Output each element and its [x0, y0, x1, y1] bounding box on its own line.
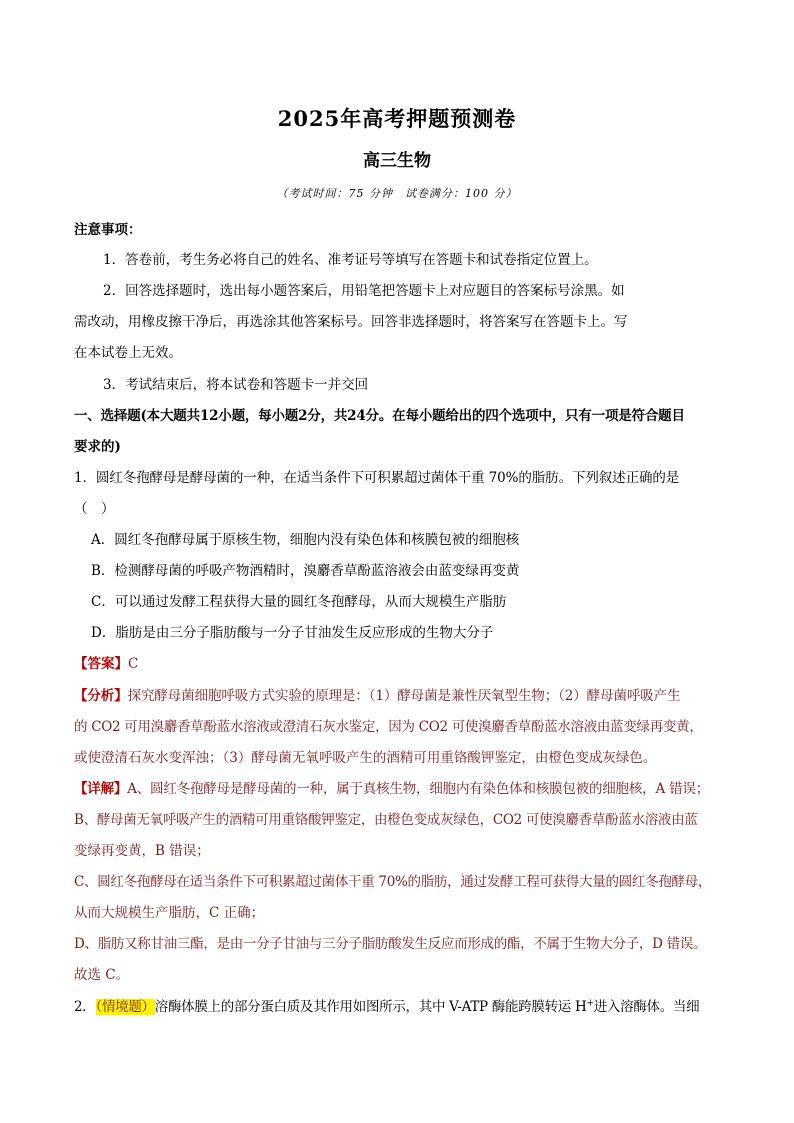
detail-line-2: B、酵母菌无氧呼吸产生的酒精可用重铬酸钾鉴定，由橙色变成灰绿色，CO2 可使溴麝香草酚蓝水溶液由蓝: [74, 812, 698, 828]
section-heading-line-2: 要求的): [74, 439, 121, 455]
question-2-text-cont: 进入溶酶体。当细: [593, 999, 700, 1015]
question-2-text: 溶酶体膜上的部分蛋白质及其作用如图所示，其中 V-ATP 酶能跨膜转运 H: [154, 999, 587, 1015]
question-1-option-b: B．检测酵母菌的呼吸产物酒精时，溴麝香草酚蓝溶液会由蓝变绿再变黄: [91, 563, 520, 579]
detail-line-6: D、脂肪又称甘油三酯，是由一分子甘油与三分子脂肪酸发生反应而形成的酯，不属于生物大分子，D 错误。: [74, 936, 707, 952]
notes-heading: 注意事项：: [74, 222, 142, 238]
answer-line: [74, 652, 138, 672]
detail-line-1: [74, 777, 709, 797]
analysis-line-2: 的 CO2 可用溴麝香草酚蓝水溶液或澄清石灰水鉴定，因为 CO2 可使溴麝香草酚蓝水溶液由蓝变绿再变黄，: [74, 719, 703, 735]
question-2-superscript: +: [586, 998, 594, 1009]
note-item-3: 3．考试结束后，将本试卷和答题卡一并交回: [103, 377, 369, 393]
detail-tag: 【详解】: [74, 781, 128, 797]
detail-line-5: 从而大规模生产脂肪，C 正确；: [74, 905, 265, 921]
note-item-2-line-1: 2．回答选择题时，选出每小题答案后，用铅笔把答题卡上对应题目的答案标号涂黑。如: [103, 283, 625, 299]
analysis-text-1: 探究酵母菌细胞呼吸方式实验的原理是：（1）酵母菌是兼性厌氧型生物；（2）酵母菌呼吸产生: [127, 688, 681, 704]
detail-line-4: C、圆红冬孢酵母在适当条件下可积累超过菌体干重 70%的脂肪，通过发酵工程可获得大量的圆红冬孢酵母，: [74, 874, 712, 890]
question-1-stem-line-2: （ ）: [74, 501, 115, 517]
detail-line-7: 故选 C。: [74, 967, 130, 983]
answer-tag: 【答案】: [74, 656, 128, 672]
analysis-line-3: 或使澄清石灰水变浑浊；（3）酵母菌无氧呼吸产生的酒精可用重铬酸钾鉴定，由橙色变成灰绿色。: [74, 750, 657, 766]
question-2-stem-line-1: [74, 995, 699, 1015]
section-heading-line-1: 一、选择题(本大题共12小题，每小题2分，共24分。在每小题给出的四个选项中，只有一项是符合题目: [74, 408, 685, 424]
answer-value: C: [128, 656, 139, 672]
note-item-2-line-2: 需改动，用橡皮擦干净后，再选涂其他答案标号。回答非选择题时，将答案写在答题卡上。写: [74, 314, 628, 330]
page-title: 2025年高考押题预测卷: [277, 106, 517, 131]
question-1-option-d: D．脂肪是由三分子脂肪酸与一分子甘油发生反应形成的生物大分子: [91, 625, 494, 641]
detail-text-1: A、圆红冬孢酵母是酵母菌的一种，属于真核生物，细胞内有染色体和核膜包被的细胞核，A 错误；: [127, 781, 709, 797]
analysis-line-1: [74, 684, 681, 704]
question-1-option-c: C．可以通过发酵工程获得大量的圆红冬孢酵母，从而大规模生产脂肪: [91, 594, 507, 610]
question-2-tag: （情境题）: [95, 999, 155, 1015]
subject-title: 高三生物: [363, 151, 431, 171]
exam-time-info: （考试时间：75 分钟 试卷满分：100 分）: [276, 187, 518, 200]
analysis-tag: 【分析】: [74, 688, 128, 704]
detail-line-3: 变绿再变黄，B 错误；: [74, 843, 210, 859]
note-item-1: 1．答卷前，考生务必将自己的姓名、准考证号等填写在答题卡和试卷指定位置上。: [103, 252, 598, 268]
note-item-2-line-3: 在本试卷上无效。: [74, 345, 182, 361]
question-1-stem-line-1: 1．圆红冬孢酵母是酵母菌的一种，在适当条件下可积累超过菌体干重 70%的脂肪。下列叙述正确的是: [74, 470, 680, 486]
question-1-option-a: A．圆红冬孢酵母属于原核生物，细胞内没有染色体和核膜包被的细胞核: [91, 532, 520, 548]
question-2-number: 2．: [74, 999, 96, 1015]
